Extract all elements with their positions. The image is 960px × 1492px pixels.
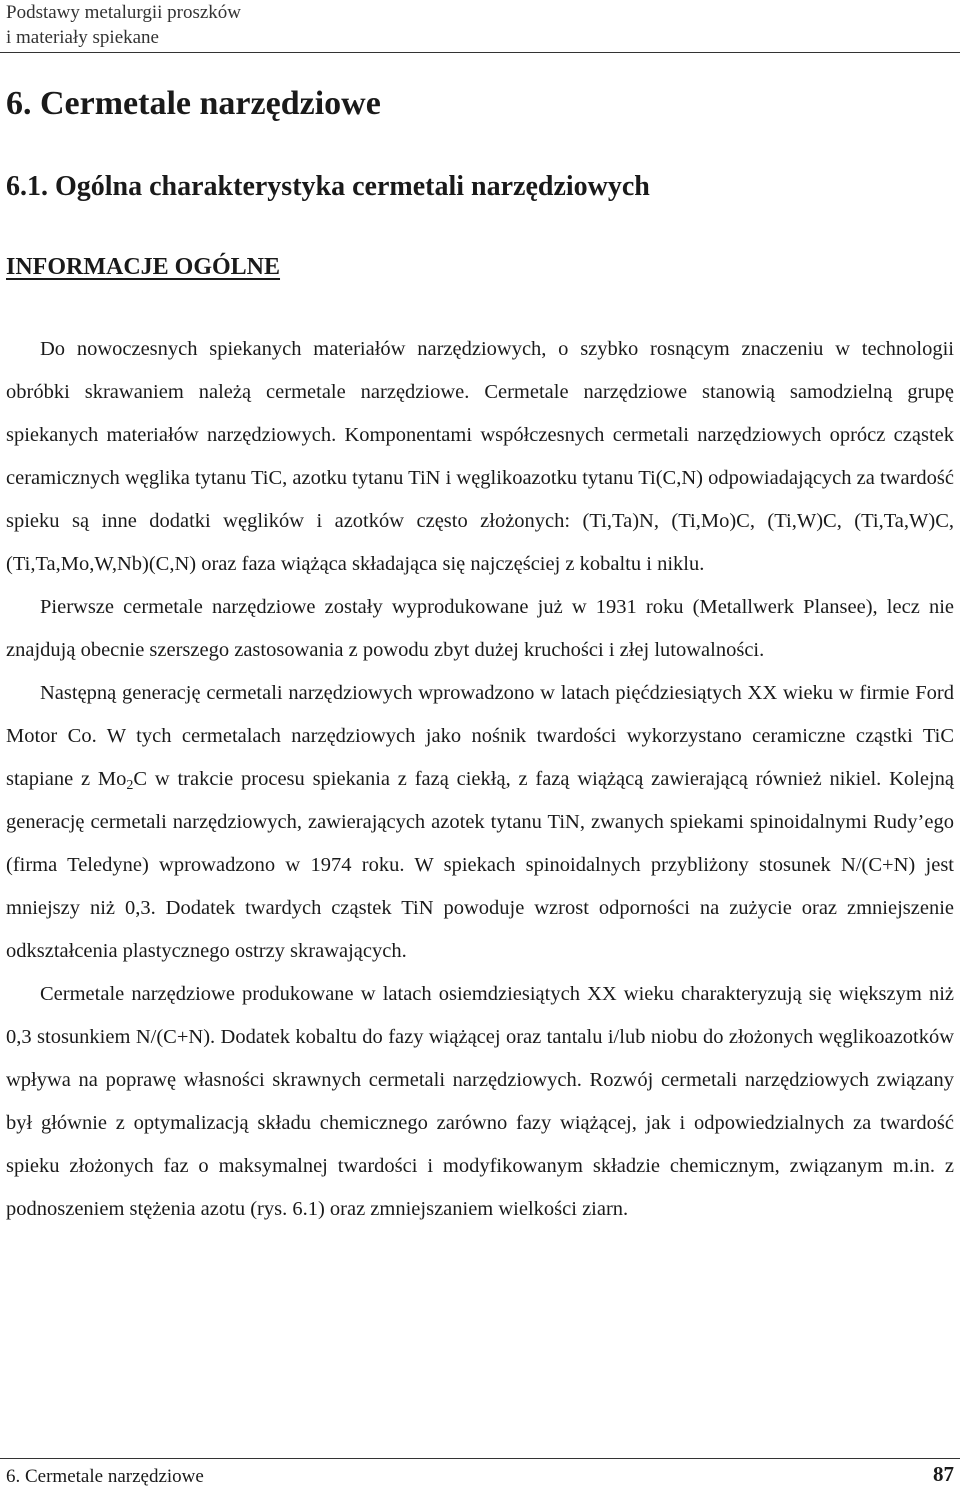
subsection-heading: INFORMACJE OGÓLNE — [6, 254, 281, 280]
paragraph-4: Cermetale narzędziowe produkowane w latach osiemdziesiątych XX wieku charakteryzują się większym niż 0,3 stosunkiem N/(C+N). Dodatek kobaltu do fazy wiążącej oraz tantalu i/lub niobu do złożonych węglikoazotków wpływa na poprawę własności skrawnych cermetali narzędziowych. Rozwój cermetali narzędziowych związany był głównie z optymalizacją składu chemicznego zarówno fazy wiążącej, jak i odpowiedzialnych za twardość spieku złożonych faz o maksymalnej twardości i modyfikowanym składzie chemicznym, związanym m.in. z podnoszeniem stężenia azotu (rys. 6.1) oraz zmniejszaniem wielkości ziarn. — [6, 983, 954, 1220]
running-header-line-2: i materiały spiekane — [6, 27, 159, 48]
footer-chapter: 6. Cermetale narzędziowe — [6, 1466, 204, 1487]
subscript-2: 2 — [126, 778, 134, 793]
chapter-title: 6. Cermetale narzędziowe — [6, 85, 381, 122]
paragraph-3-part-a: Następną generację cermetali narzędziowych wprowadzono w latach pięćdziesiątych XX wieku w firmie Ford Motor Co. W tych cermetalach narzędziowych jako nośnik twardości wykorzystano ceramiczne cząstki TiC stapiane z Mo — [6, 682, 954, 790]
running-header-line-1: Podstawy metalurgii proszków — [6, 2, 242, 23]
paragraph-2: Pierwsze cermetale narzędziowe zostały wyprodukowane już w 1931 roku (Metallwerk Plansee), lecz nie znajdują obecnie szerszego zastosowania z powodu zbyt dużej kruchości i złej lutowalności. — [6, 596, 954, 661]
body-text — [6, 328, 954, 1231]
page-number: 87 — [933, 1462, 954, 1486]
paragraph-3 — [6, 672, 954, 973]
section-title: 6.1. Ogólna charakterystyka cermetali narzędziowych — [6, 171, 650, 202]
paragraph-1: Do nowoczesnych spiekanych materiałów narzędziowych, o szybko rosnącym znaczeniu w technologii obróbki skrawaniem należą cermetale narzędziowe. Cermetale narzędziowe stanowią samodzielną grupę spiekanych materiałów narzędziowych. Komponentami współczesnych cermetali narzędziowych oprócz cząstek ceramicznych węglika tytanu TiC, azotku tytanu TiN i węglikoazotku tytanu Ti(C,N) odpowiadających za twardość spieku są inne dodatki węglików i azotków często złożonych: (Ti,Ta)N, (Ti,Mo)C, (Ti,W)C, (Ti,Ta,W)C, (Ti,Ta,Mo,W,Nb)(C,N) oraz faza wiążąca składająca się najczęściej z kobaltu i niklu. — [6, 338, 954, 575]
paragraph-3-part-b: C w trakcie procesu spiekania z fazą ciekłą, z fazą wiążącą zawierającą również nikiel. Kolejną generację cermetali narzędziowych, zawierających azotek tytanu TiN, zwanych spiekami spinoidalnymi Rudy’ego (firma Teledyne) wprowadzono w 1974 roku. W spiekach spinoidalnych przybliżony stosunek N/(C+N) jest mniejszy niż 0,3. Dodatek twardych cząstek TiN powoduje wzrost odporności na zużycie oraz zmniejszenie odkształcenia plastycznego ostrzy skrawających. — [6, 768, 954, 962]
running-header — [6, 0, 241, 50]
footer-rule — [0, 1458, 960, 1459]
header-rule — [0, 52, 960, 53]
